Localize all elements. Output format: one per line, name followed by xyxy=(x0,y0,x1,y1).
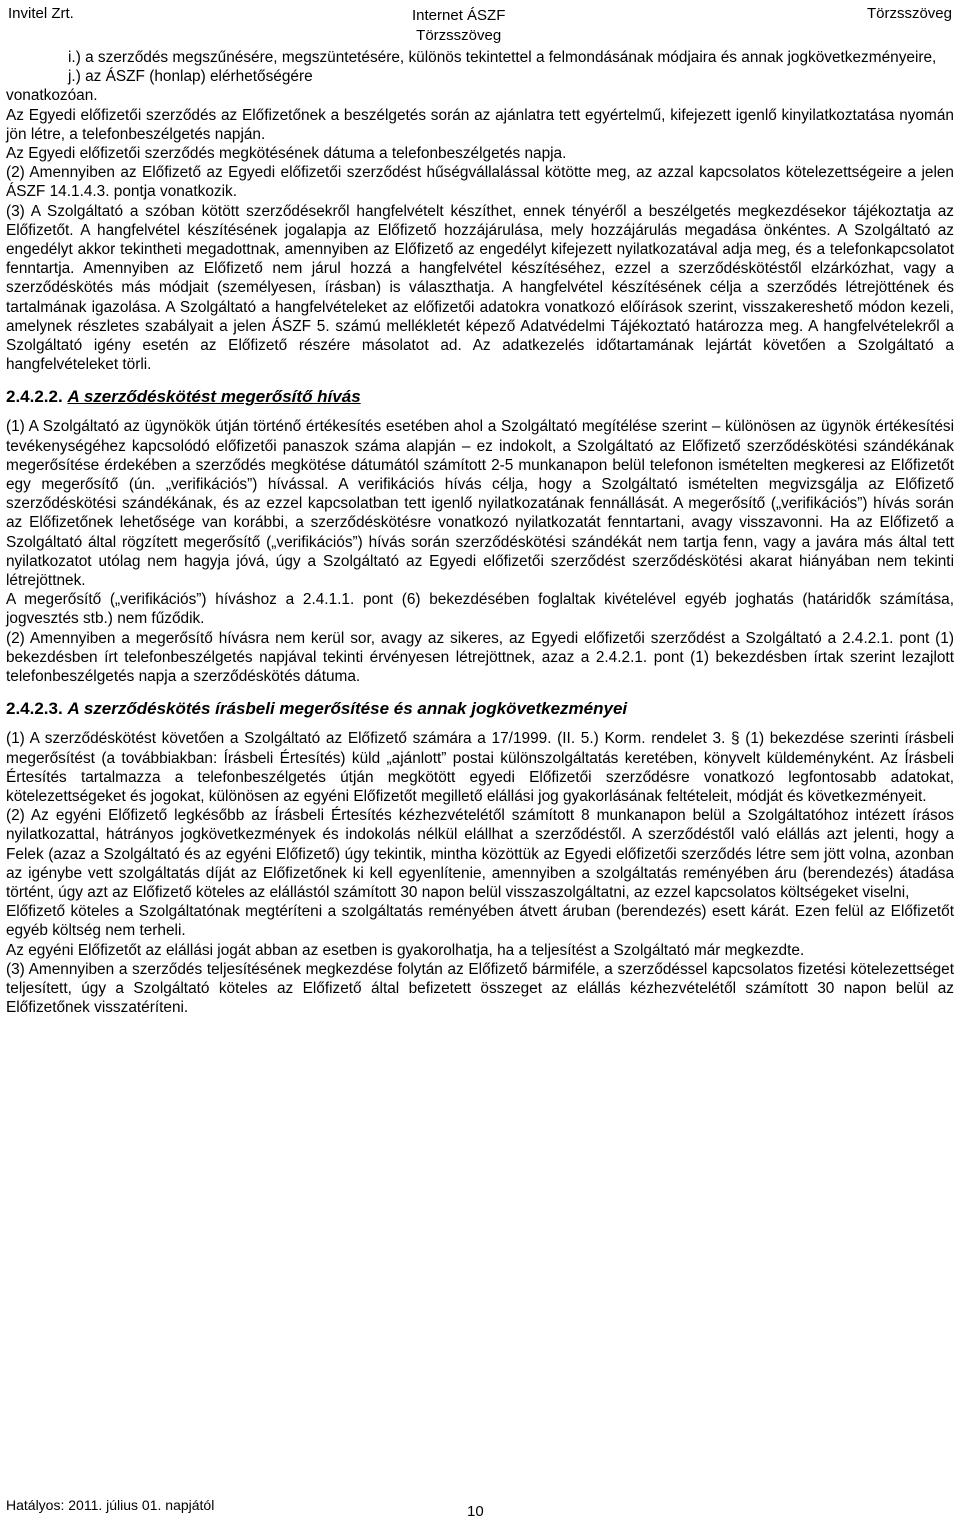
paragraph: Az egyéni Előfizetőt az elállási jogát abban az esetben is gyakorolhatja, ha a teljesítést a Szolgáltató már megkezdte. xyxy=(6,941,805,959)
paragraph: (1) A Szolgáltató az ügynökök útján történő értékesítés esetében ahol a Szolgáltató megítélése szerint – különösen az ügynök értékesítési tevékenységéhez kapcsolódó előfizetői panaszok száma alapján – ez indokolt, a Szolgáltató az Előfizető szerződéskötési szándékának megerősítése érdekében a szerződés megkötése dátumától számított 2-5 munkanapon belül telefonon ismételten megkeresi az Előfizetőt egy megerősítő (ún. „verifikációs”) hívással. A verifikációs hívás célja, hogy a Szolgáltató ismételten megvizsgálja az Előfizető szerződéskötési szándékának, és az ezzel kapcsolatban tett igenlő nyilatkozatának fennállását. A megerősítő („verifikációs”) hívás során az Előfizetőnek lehetősége van korábbi, a szerződéskötésre vonatkozó nyilatkozatát fenntartani, avagy visszavonni. Ha az Előfizető a Szolgáltató által rögzített megerősítő („verifikációs”) hívás során szerződéskötési szándékát nem tartja fenn, vagy a javára más által tett nyilatkozatot utólag nem hagyja jóvá, úgy a Szolgáltató az Egyedi előfizetői szerződést szerződéskötési akarat hiányában nem tekinti létrejöttnek. xyxy=(6,418,954,590)
section-heading xyxy=(6,386,954,408)
list-item-i: i.) a szerződés megszűnésére, megszüntetésére, különös tekintettel a felmondásának módjaira és annak jogkövetkezményeire, xyxy=(68,49,937,66)
paragraph: Az Egyedi előfizetői szerződés az Előfizetőnek a beszélgetés során az ajánlatra tett egyértelmű, kifejezett igenlő kinyilatkoztatása nyomán jön létre, a telefonbeszélgetés napján. xyxy=(6,106,954,143)
section-number: 2.4.2.2. xyxy=(6,387,63,407)
paragraph: (3) A Szolgáltató a szóban kötött szerződésekről hangfelvételt készíthet, ennek tényéről a beszélgetés megkezdésekor tájékoztatja az Előfizetőt. A hangfelvétel készítésének jogalapja az Előfizető hozzájárulása, mely hozzájárulás megadása önkéntes. A Szolgáltató az engedélyt akkor tekintheti megadottnak, amennyiben az Előfizető az engedélyt kifejezett nyilatkozatával adja meg, és a telefonkapcsolatot fenntartja. Amennyiben az Előfizető nem járul hozzá a hangfelvétel készítéséhez, ezzel a szerződéskötéstől elzárkózhat, vagy a szerződéskötés más módjait (személyesen, írásban) is választhatja. A hangfelvétel készítésének célja a szerződés létrejöttének és tartalmának igazolása. A Szolgáltató a hangfelvételeket az előfizetői adatokra vonatkozó előírások szerint, visszakereshető módon kezeli, amelynek részletes szabályait a jelen ÁSZF 5. számú mellékletét képező Adatvédelmi Tájékoztató határozza meg. A hangfelvételekről a Szolgáltató igény esetén az Előfizető részére másolatot ad. Az adatkezelés időtartamának lejártát követően a Szolgáltató a hangfelvételeket törli. xyxy=(6,202,954,374)
section-title: A szerződéskötés írásbeli megerősítése és annak jogkövetkezményei xyxy=(67,699,628,719)
paragraph: Az Egyedi előfizetői szerződés megkötésének dátuma a telefonbeszélgetés napja. xyxy=(6,145,567,163)
paragraph: A megerősítő („verifikációs”) híváshoz a 2.4.1.1. pont (6) bekezdésében foglaltak kivételével egyéb joghatás (határidők számítása, jogvesztés stb.) nem fűződik. xyxy=(6,591,954,628)
header-title-line1: Internet ÁSZF xyxy=(412,7,506,24)
paragraph: (3) Amennyiben a szerződés teljesítésének megkezdése folytán az Előfizető bármiféle, a szerződéssel kapcsolatos fizetési kötelezettséget teljesített, úgy a Szolgáltató köteles az Előfizető által befizetett összeget az elállás kézhezvételétől számított 30 napon belül az Előfizetőnek visszatéríteni. xyxy=(6,960,954,1017)
section-number: 2.4.2.3. xyxy=(6,699,63,719)
paragraph: Előfizető köteles a Szolgáltatónak megtéríteni a szolgáltatás reményében átvett áruban (berendezés) esett kárát. Ezen felül az Előfizetőt egyéb költség nem terheli. xyxy=(6,903,954,940)
paragraph: vonatkozóan. xyxy=(6,87,98,105)
paragraph: (2) Amennyiben a megerősítő hívásra nem kerül sor, avagy az sikeres, az Egyedi előfizetői szerződést a Szolgáltató a 2.4.2.1. pont (1) bekezdésben írt telefonbeszélgetés napjával tekinti érvényesen létrejöttnek, azaz a 2.4.2.1. pont (1) bekezdésben írtak szerint lezajlott telefonbeszélgetés napja a szerződéskötés dátuma. xyxy=(6,629,954,686)
page-number: 10 xyxy=(467,1503,484,1520)
footer-effective-date: Hatályos: 2011. július 01. napjától xyxy=(6,1497,215,1513)
header-title-line2: Törzsszöveg xyxy=(416,27,502,44)
paragraph: (1) A szerződéskötést követően a Szolgáltató az Előfizető számára a 17/1999. (II. 5.) Korm. rendelet 3. § (1) bekezdése szerinti írásbeli megerősítést (a továbbiakban: Írásbeli Értesítés) küld „ajánlott” postai különszolgáltatás keretében, könyvelt küldeményként. Az Írásbeli Értesítés tartalmazza a telefonbeszélgetés útján megkötött egyedi Előfizetői szerződésre vonatkozó legfontosabb adatokat, kötelezettségeket és jogokat, különösen az egyéni Előfizetőt megillető elállási jog gyakorlásának feltételeit, módját és következményeit. xyxy=(6,730,954,805)
paragraph: (2) Az egyéni Előfizető legkésőbb az Írásbeli Értesítés kézhezvételétől számított 8 munkanapon belül a Szolgáltatóhoz intézett írásos nyilatkozattal, hátrányos jogkövetkezmények és indokolás nélkül elállhat a szerződéstől. A szerződéstől való elállás azt jelenti, hogy a Felek (azaz a Szolgáltató és az egyéni Előfizető) úgy tekintik, mintha közöttük az Egyedi előfizetői szerződés létre sem jött volna, azonban az igénybe vett szolgáltatás díját az Előfizetőnek ki kell egyenlítenie, amennyiben a szolgáltatás reményében áru (berendezés) átadása történt, úgy azt az Előfizető köteles az elállástól számított 30 napon belül visszaszolgáltatni, az ezzel kapcsolatos költségeket viselni, xyxy=(6,807,954,901)
header-document-title xyxy=(412,6,505,46)
list-item-j: j.) az ÁSZF (honlap) elérhetőségére xyxy=(68,68,313,86)
section-title: A szerződéskötést megerősítő hívás xyxy=(67,387,361,407)
page-footer xyxy=(0,1493,960,1527)
paragraph: (2) Amennyiben az Előfizető az Egyedi előfizetői szerződést hűségvállalással kötötte meg, az azzal kapcsolatos kötelezettségeire a jelen ÁSZF 14.1.4.3. pontja vonatkozik. xyxy=(6,164,954,201)
header-company: Invitel Zrt. xyxy=(8,5,74,22)
document-body xyxy=(6,48,954,1017)
page-header xyxy=(0,0,960,50)
header-version: Törzsszöveg xyxy=(866,5,952,22)
section-heading xyxy=(6,698,954,720)
